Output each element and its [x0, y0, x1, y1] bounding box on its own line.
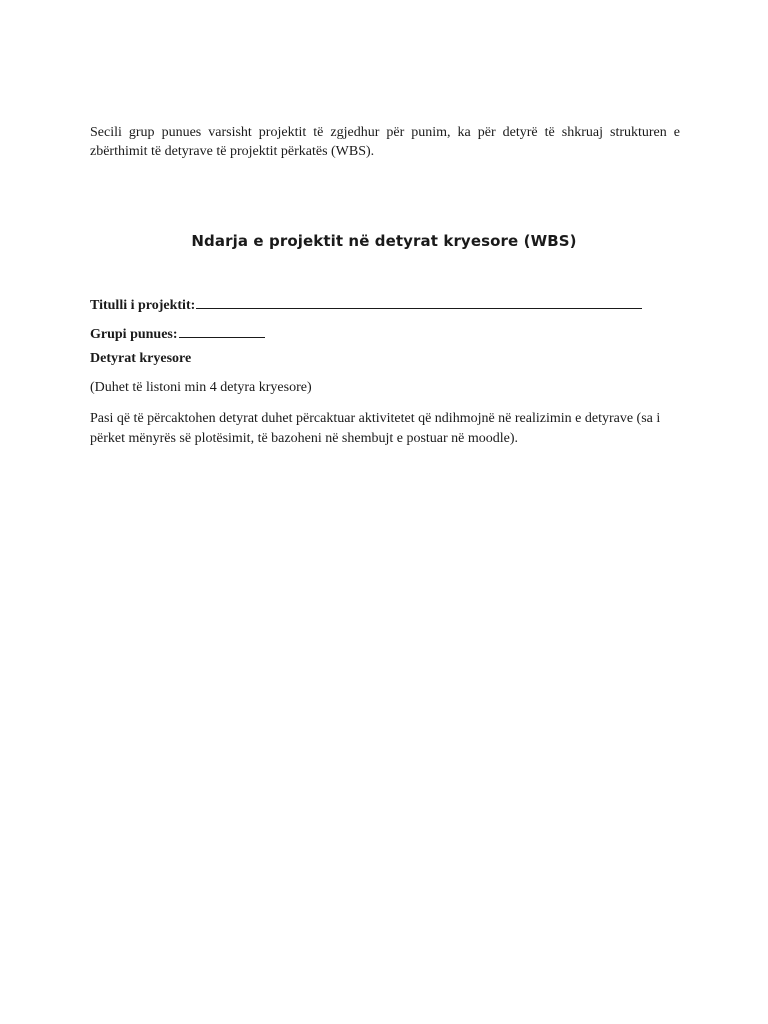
main-tasks-note: (Duhet të listoni min 4 detyra kryesore)	[90, 380, 312, 395]
project-title-label: Titulli i projektit:	[90, 298, 196, 313]
work-group-label: Grupi punues:	[90, 327, 178, 342]
project-title-field	[90, 294, 642, 314]
main-tasks-heading: Detyrat kryesore	[90, 351, 192, 366]
project-title-blank-line	[196, 294, 642, 309]
work-group-blank-line	[179, 323, 265, 338]
intro-paragraph: Secili grup punues varsisht projektit të zgjedhur për punim, ka për detyrë të shkruaj strukturen e zbërthimit të detyrave të projektit përkatës (WBS).	[90, 125, 680, 159]
instructions-paragraph: Pasi që të përcaktohen detyrat duhet përcaktuar aktivitetet që ndihmojnë në realizimin e detyrave (sa i përket mënyrës së plotësimit, të bazoheni në shembujt e postuar në moodle).	[90, 411, 661, 446]
document-heading: Ndarja e projektit në detyrat kryesore (WBS)	[191, 232, 577, 250]
work-group-field	[90, 323, 265, 343]
